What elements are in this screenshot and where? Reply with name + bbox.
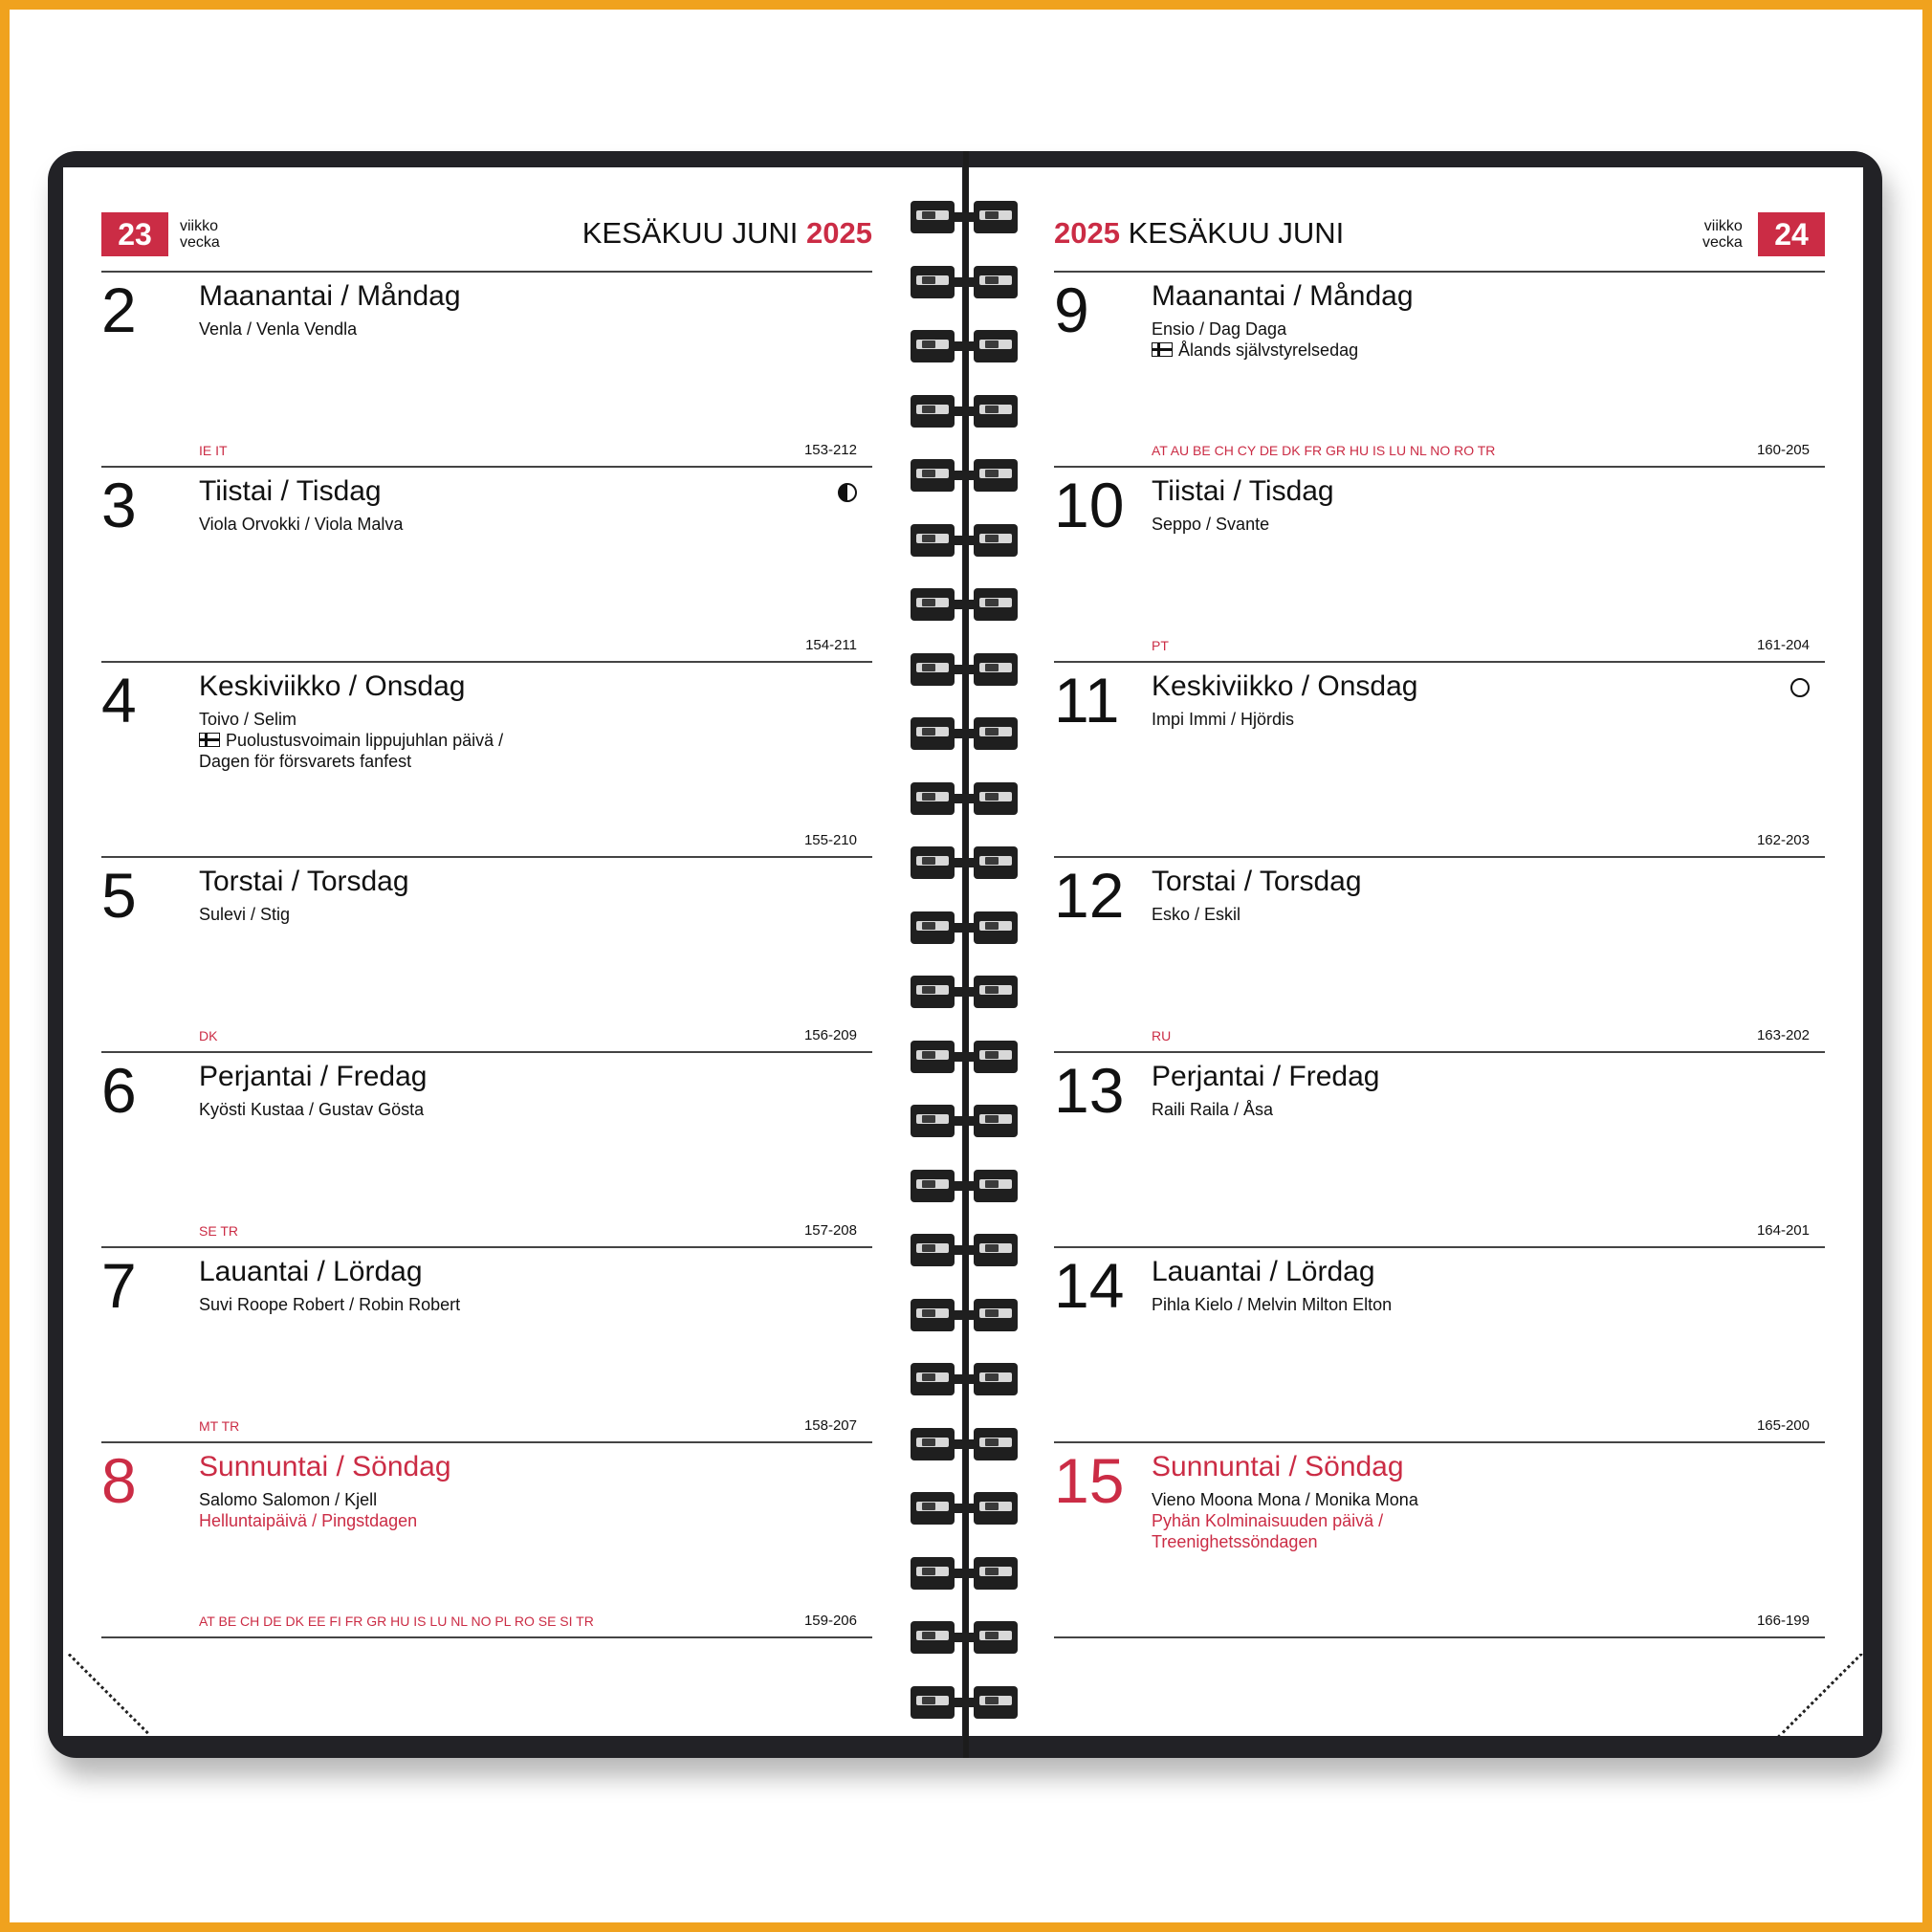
name-day-text: Kyösti Kustaa / Gustav Gösta	[199, 1100, 425, 1119]
week-number-badge: 23	[101, 212, 168, 256]
week-label-sv: vecka	[1702, 234, 1743, 251]
weekday-name: Sunnuntai / Söndag	[199, 1451, 451, 1482]
name-days	[199, 1294, 460, 1315]
day-of-year: 166-199	[1756, 1613, 1810, 1629]
binding-ring	[911, 201, 1018, 233]
name-day-text: Pihla Kielo / Melvin Milton Elton	[1152, 1295, 1393, 1314]
half-moon-icon	[838, 483, 857, 502]
country-holidays: MT TR	[199, 1418, 240, 1434]
day-of-year: 163-202	[1756, 1027, 1810, 1043]
day-row	[101, 856, 872, 1051]
day-of-year: 156-209	[803, 1027, 857, 1043]
holiday-text: Pyhän Kolminaisuuden päivä /	[1152, 1511, 1384, 1530]
weekday-name: Lauantai / Lördag	[199, 1256, 423, 1287]
day-of-year: 159-206	[803, 1613, 857, 1629]
name-days	[1152, 1489, 1418, 1552]
flag-day-text: Dagen för försvarets fanfest	[199, 752, 412, 771]
day-number: 15	[1054, 1445, 1125, 1516]
country-holidays: RU	[1152, 1028, 1172, 1043]
day-number: 14	[1054, 1250, 1125, 1321]
weekday-name: Torstai / Torsdag	[1152, 866, 1362, 897]
binding-ring	[911, 717, 1018, 750]
day-of-year: 162-203	[1756, 832, 1810, 848]
full-moon-icon	[1790, 678, 1810, 697]
name-day-text: Raili Raila / Åsa	[1152, 1100, 1274, 1119]
country-holidays: DK	[199, 1028, 218, 1043]
binding-ring	[911, 1686, 1018, 1719]
binding-ring	[911, 1105, 1018, 1137]
name-days	[1152, 514, 1269, 535]
corner-perforation	[1777, 1654, 1863, 1736]
name-day-text: Venla / Venla Vendla	[199, 319, 358, 339]
week-label-fi: viikko	[1703, 218, 1743, 234]
week-label-sv: vecka	[180, 234, 220, 251]
flag-day-text: Puolustusvoimain lippujuhlan päivä /	[199, 730, 503, 751]
name-days	[199, 514, 403, 535]
country-holidays: AT BE CH DE DK EE FI FR GR HU IS LU NL NO PL RO SE SI TR	[199, 1614, 594, 1629]
weekday-name: Keskiviikko / Onsdag	[199, 670, 466, 702]
name-day-text: Seppo / Svante	[1152, 515, 1270, 534]
day-row	[101, 271, 872, 466]
name-days	[1152, 1099, 1273, 1120]
day-number: 5	[101, 860, 137, 931]
binding-ring	[911, 1234, 1018, 1266]
name-day-text: Esko / Eskil	[1152, 905, 1241, 924]
name-day-text: Vieno Moona Mona / Monika Mona	[1152, 1490, 1418, 1509]
flag-day-text: Ålands självstyrelsedag	[1152, 340, 1358, 361]
day-row	[101, 466, 872, 661]
name-day-text: Ensio / Dag Daga	[1152, 319, 1287, 339]
year: 2025	[806, 216, 872, 250]
name-day-text: Toivo / Selim	[199, 710, 297, 729]
day-of-year: 165-200	[1756, 1417, 1810, 1434]
binding-ring	[911, 459, 1018, 492]
binding-ring	[911, 653, 1018, 686]
holiday-text: Treenighetssöndagen	[1152, 1532, 1318, 1551]
day-of-year: 158-207	[803, 1417, 857, 1434]
month-name: KESÄKUU JUNI	[1128, 216, 1345, 250]
binding-ring	[911, 524, 1018, 557]
weekday-name: Keskiviikko / Onsdag	[1152, 670, 1418, 702]
name-days	[199, 1099, 424, 1120]
binding-ring	[911, 266, 1018, 298]
weekday-name: Maanantai / Måndag	[1152, 280, 1414, 312]
day-row	[101, 661, 872, 856]
day-row	[1054, 661, 1825, 856]
day-number: 12	[1054, 860, 1125, 931]
day-number: 4	[101, 665, 137, 735]
binding-ring	[911, 1041, 1018, 1073]
binding-ring	[911, 1557, 1018, 1590]
binding-ring	[911, 782, 1018, 815]
day-number: 13	[1054, 1055, 1125, 1126]
country-holidays: PT	[1152, 638, 1169, 653]
name-day-text: Viola Orvokki / Viola Malva	[199, 515, 404, 534]
day-of-year: 154-211	[805, 637, 857, 653]
day-row	[1054, 466, 1825, 661]
binding-ring	[911, 911, 1018, 944]
name-days	[1152, 904, 1240, 925]
day-row	[1054, 1051, 1825, 1246]
binding-ring	[911, 1492, 1018, 1525]
weekday-name: Tiistai / Tisdag	[199, 475, 382, 507]
week-label	[1702, 218, 1743, 251]
weekday-name: Sunnuntai / Söndag	[1152, 1451, 1404, 1482]
binding-ring	[911, 1299, 1018, 1331]
name-day-text: Salomo Salomon / Kjell	[199, 1490, 378, 1509]
name-days	[1152, 1294, 1392, 1315]
day-number: 6	[101, 1055, 137, 1126]
name-days	[1152, 709, 1294, 730]
day-of-year: 153-212	[803, 442, 857, 458]
binding-ring	[911, 846, 1018, 879]
country-holidays: SE TR	[199, 1223, 238, 1239]
month-name: KESÄKUU JUNI	[582, 216, 799, 250]
day-row	[1054, 856, 1825, 1051]
name-days	[199, 318, 357, 340]
day-row	[1054, 271, 1825, 466]
month-title	[1054, 216, 1344, 251]
day-row	[1054, 1246, 1825, 1441]
weekday-name: Perjantai / Fredag	[1152, 1061, 1380, 1092]
day-number: 9	[1054, 274, 1089, 345]
binding-ring	[911, 330, 1018, 362]
name-days	[199, 709, 503, 772]
binding-ring	[911, 976, 1018, 1008]
country-holidays: AT AU BE CH CY DE DK FR GR HU IS LU NL NO RO TR	[1152, 443, 1496, 458]
binding-ring	[911, 395, 1018, 428]
binding-ring	[911, 588, 1018, 621]
year: 2025	[1054, 216, 1120, 250]
day-of-year: 155-210	[803, 832, 857, 848]
weekday-name: Torstai / Torsdag	[199, 866, 409, 897]
flag-icon	[1152, 342, 1173, 357]
binding-ring	[911, 1363, 1018, 1395]
weekday-name: Maanantai / Måndag	[199, 280, 461, 312]
day-row	[101, 1051, 872, 1246]
name-days	[199, 1489, 417, 1531]
day-number: 8	[101, 1445, 137, 1516]
week-label-fi: viikko	[180, 218, 219, 234]
day-of-year: 157-208	[803, 1222, 857, 1239]
holiday-text: Helluntaipäivä / Pingstdagen	[199, 1511, 418, 1530]
day-number: 3	[101, 470, 137, 540]
week-number-badge: 24	[1758, 212, 1825, 256]
day-number: 11	[1054, 665, 1120, 735]
name-days	[199, 904, 290, 925]
weekday-name: Tiistai / Tisdag	[1152, 475, 1334, 507]
name-days	[1152, 318, 1358, 361]
name-day-text: Suvi Roope Robert / Robin Robert	[199, 1295, 461, 1314]
week-label	[180, 218, 220, 251]
day-row	[101, 1246, 872, 1441]
binding-ring	[911, 1170, 1018, 1202]
day-number: 7	[101, 1250, 137, 1321]
flag-icon	[199, 733, 220, 747]
day-of-year: 160-205	[1756, 442, 1810, 458]
binding-ring	[911, 1621, 1018, 1654]
name-day-text: Impi Immi / Hjördis	[1152, 710, 1295, 729]
name-day-text: Sulevi / Stig	[199, 905, 291, 924]
day-of-year: 164-201	[1756, 1222, 1810, 1239]
weekday-name: Perjantai / Fredag	[199, 1061, 428, 1092]
binding-ring	[911, 1428, 1018, 1460]
day-row	[101, 1441, 872, 1638]
day-number: 2	[101, 274, 137, 345]
month-title	[582, 216, 872, 251]
corner-perforation	[63, 1654, 149, 1736]
day-of-year: 161-204	[1756, 637, 1810, 653]
country-holidays: IE IT	[199, 443, 228, 458]
weekday-name: Lauantai / Lördag	[1152, 1256, 1375, 1287]
day-row	[1054, 1441, 1825, 1638]
day-number: 10	[1054, 470, 1125, 540]
